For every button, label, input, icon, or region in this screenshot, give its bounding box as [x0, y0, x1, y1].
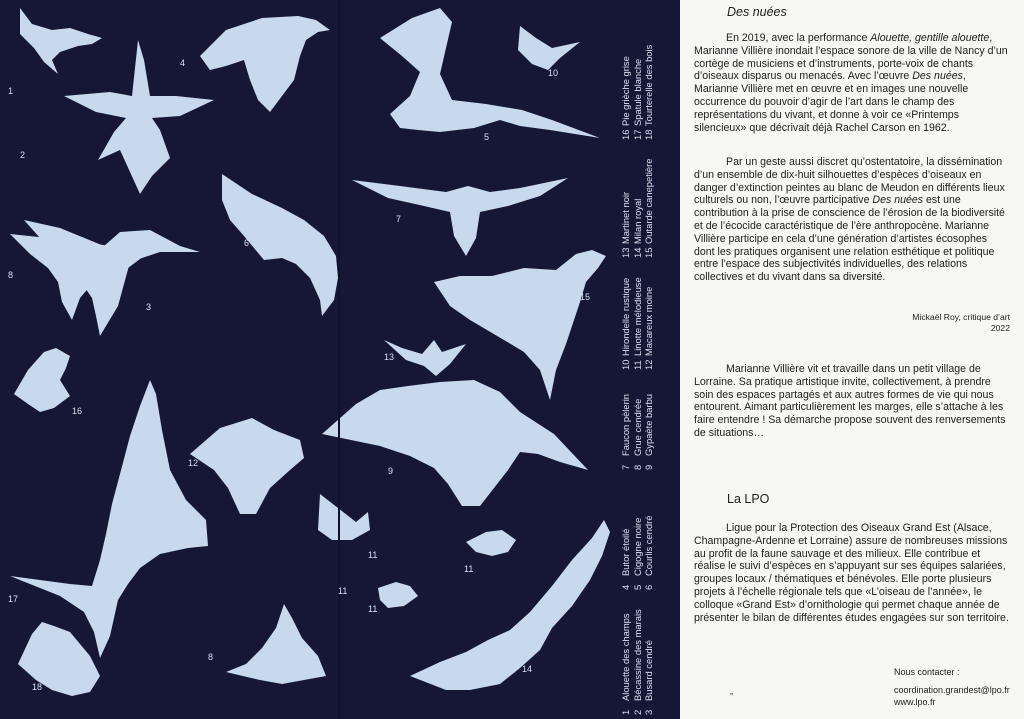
- bird-number: 16: [72, 406, 83, 416]
- bird-silhouette: [226, 604, 326, 684]
- bird-number: 18: [32, 682, 43, 692]
- legend-row: 11 Linotte mélodieuse: [631, 277, 643, 370]
- bird-silhouette: [14, 348, 70, 412]
- contact-email[interactable]: coordination.grandest@lpo.fr: [894, 685, 1010, 695]
- bird-silhouette: [378, 582, 418, 608]
- legend-row: 15 Outarde canepetière: [643, 158, 654, 258]
- legend-row: 17 Spatule blanche: [631, 58, 643, 140]
- bird-silhouette: [384, 340, 466, 376]
- text-panel: [680, 0, 1024, 719]
- bird-number: 1: [8, 86, 14, 96]
- bird-silhouette: [20, 8, 102, 74]
- bird-silhouette: [466, 530, 516, 556]
- legend-row: 16 Pie grièche grise: [620, 56, 631, 140]
- bird-number: 3: [146, 302, 152, 312]
- legend-row: 18 Tourterelle des bois: [643, 44, 654, 140]
- species-legend: [620, 585, 654, 715]
- bird-number: 11: [464, 564, 474, 574]
- legend-row: 2 Bécassine des marais: [631, 609, 643, 715]
- bird-number: 9: [388, 466, 394, 476]
- bird-number: 17: [8, 594, 19, 604]
- bird-number: 5: [484, 132, 490, 142]
- species-legend: [620, 128, 654, 258]
- bird-silhouette: [322, 380, 588, 506]
- bird-number: 7: [396, 214, 402, 224]
- legend-row: 14 Milan royal: [631, 198, 643, 258]
- bird-silhouette: [434, 250, 606, 400]
- legend-row: 1 Alouette des champs: [620, 613, 631, 715]
- bird-number: 11: [368, 604, 378, 614]
- bird-number: 8: [208, 652, 214, 662]
- legend-row: 7 Faucon pèlerin: [620, 393, 631, 470]
- legend-row: 5 Cigogne noire: [631, 517, 643, 590]
- bird-number: 11: [338, 586, 348, 596]
- bird-silhouette: [18, 622, 100, 696]
- signature: Mickaël Roy, critique d’art 2022: [912, 312, 1010, 333]
- bird-number: 10: [548, 68, 559, 78]
- bird-number: 11: [368, 550, 378, 560]
- legend-row: 9 Gypaète barbu: [643, 393, 654, 470]
- bird-number: 12: [188, 458, 199, 468]
- bird-number: 8: [8, 270, 14, 280]
- bird-number: 14: [522, 664, 533, 674]
- legend-row: 12 Macareux moine: [643, 286, 654, 370]
- bird-silhouette: [318, 494, 370, 540]
- paragraph: Marianne Villière vit et travaille dans un petit village de Lorraine. Sa pratique artistique invite, collectivement, à prendre soin des espaces partagés et aux autres formes de vie qui nous entourent. Aimant particulièrement les marges, elle s’attache à les faire entendre ! Sa démarche propose souvent des renversements de situations…: [694, 363, 1006, 439]
- bird-silhouette: [200, 16, 330, 112]
- bird-number: 13: [384, 352, 395, 362]
- legend-row: 13 Martinet noir: [620, 191, 631, 258]
- contact-website[interactable]: www.lpo.fr: [894, 697, 936, 707]
- legend-row: 8 Grue cendrée: [631, 398, 643, 470]
- bird-silhouette: [10, 380, 208, 658]
- bird-silhouette: [518, 26, 580, 70]
- species-legend: [620, 240, 654, 370]
- legend-row: 3 Busard cendré: [643, 640, 654, 715]
- page-fold: [338, 0, 340, 719]
- bird-silhouette: [24, 220, 200, 336]
- bird-number: 4: [180, 58, 186, 68]
- legend-row: 6 Courlis cendré: [643, 515, 654, 590]
- section-title: La LPO: [727, 492, 770, 506]
- section-title: Des nuées: [727, 5, 787, 19]
- bird-silhouette: [222, 174, 338, 316]
- printer-mark: „: [730, 686, 733, 696]
- bird-silhouette: [380, 8, 600, 138]
- legend-row: 4 Butor étoilé: [620, 528, 631, 590]
- bird-number: 15: [580, 292, 591, 302]
- paragraph: Ligue pour la Protection des Oiseaux Grand Est (Alsace, Champagne-Ardenne et Lorraine) assure de nombreuses missions au profit de la faune sauvage et des milieux. Elle contribue et réalise le suivi d’espèces en s’appuyant sur ses équipes salariées, groupes locaux / thématiques et bénévoles. Elle porte plusieurs projets à l’échelle régionale tels que «L’oiseau de l’année», le colloque «Grand Est» d’ornithologie qui permet chaque année de présenter le bilan de différentes études engagées sur son territoire.: [694, 522, 1009, 624]
- legend-row: 10 Hirondelle rustique: [620, 277, 631, 370]
- species-legend: [620, 460, 654, 590]
- bird-silhouette: [352, 178, 568, 256]
- paragraph: En 2019, avec la performance Alouette, gentille alouette, Marianne Villière inondait l’espace sonore de la ville de Nancy d’un cortège de musiciens et d’instruments, porte-voix de chants d’oiseaux disparus ou menacés. Avec l’œuvre Des nuées, Marianne Villière met en œuvre et en images une nouvelle occurrence du pouvoir d’agir de l’art dans le champ des représentations du vivant, et donne à voir ce «Printemps silencieux» que décrivait déjà Rachel Carson en 1962.: [694, 32, 1008, 134]
- paragraph: Par un geste aussi discret qu’ostentatoire, la dissémination d’un ensemble de dix-huit silhouettes d’espèces d’oiseaux en danger d’extinction peintes au blanc de Meudon en différents lieux culturels ou non, l’œuvre participative Des nuées est une contribution à la prise de conscience de l’érosion de la biodiversité et de l’écocide caractéristique de l’ère anthropocène. Marianne Villière participe en cela d’une génération d’artistes écosophes dont les pratiques organisent une relation esthétique et politique entre l’espace des subjectivités individuelles, des relations collectives et du vivant dans sa diversité.: [694, 156, 1005, 284]
- contact-label: Nous contacter :: [894, 667, 960, 677]
- bird-silhouette: [190, 418, 304, 514]
- bird-number: 6: [244, 238, 250, 248]
- bird-number: 2: [20, 150, 26, 160]
- bird-silhouette: [64, 40, 214, 194]
- species-legend: [620, 10, 654, 140]
